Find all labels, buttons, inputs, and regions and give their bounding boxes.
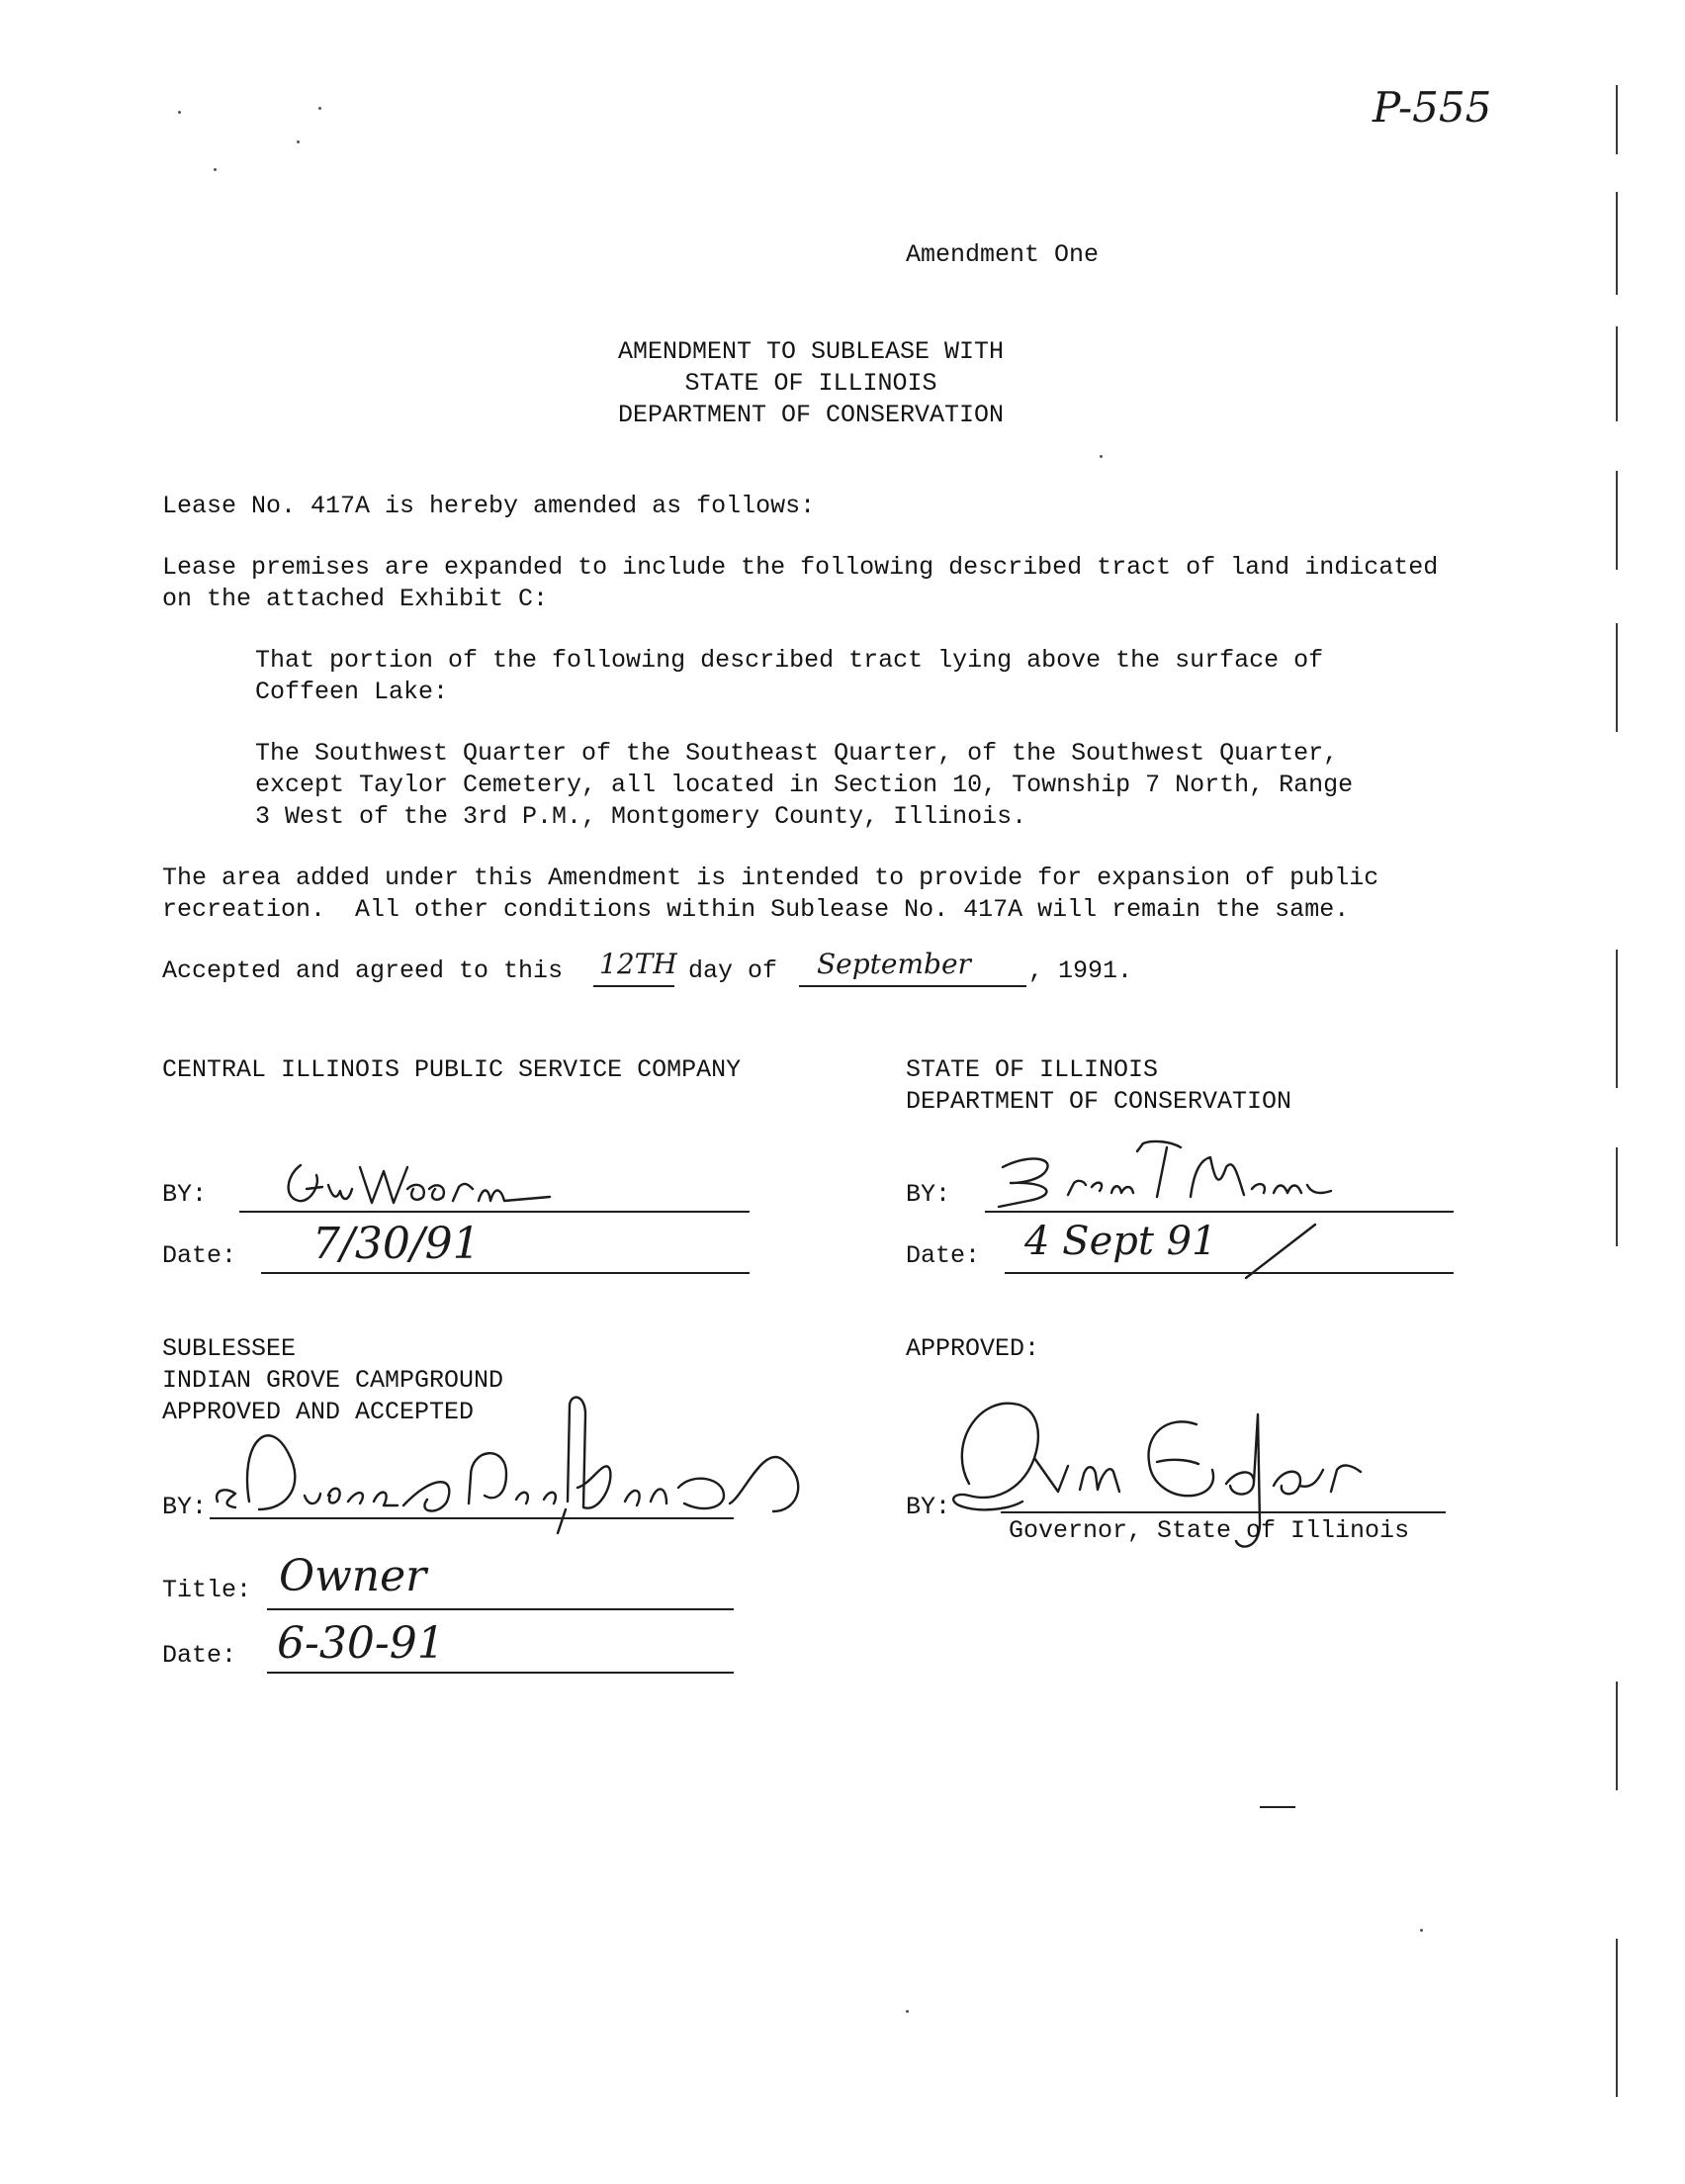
accepted-prefix: Accepted and agreed to this — [162, 956, 564, 985]
scan-edge-line — [1616, 471, 1618, 570]
right-date-slash-mark — [1236, 1219, 1325, 1280]
scan-edge-line — [1616, 192, 1618, 295]
accepted-month-underline — [799, 985, 1026, 987]
accepted-day-value: 12TH — [599, 948, 677, 980]
sublessee-line-3: APPROVED AND ACCEPTED — [162, 1398, 475, 1426]
right-by-signature-image — [989, 1138, 1345, 1217]
accepted-day-underline — [593, 985, 674, 987]
scan-edge-line — [1616, 1147, 1618, 1246]
sublessee-by-underline — [210, 1517, 734, 1519]
right-date-underline — [1005, 1272, 1454, 1274]
scan-edge-line — [1616, 85, 1618, 154]
scan-speck — [214, 168, 217, 171]
sublessee-date-underline — [267, 1672, 734, 1674]
paragraph-2-line-1: The area added under this Amendment is intended to provide for expansion of public — [162, 864, 1379, 892]
left-party-name: CENTRAL ILLINOIS PUBLIC SERVICE COMPANY — [162, 1055, 742, 1084]
indent-2-line-1: The Southwest Quarter of the Southeast Quarter, of the Southwest Quarter, — [255, 739, 1339, 768]
scan-edge-line — [1616, 1939, 1618, 2097]
page-number-note: P-555 — [1373, 83, 1492, 132]
left-by-signature-image — [277, 1145, 564, 1217]
scan-edge-line — [1616, 950, 1618, 1088]
left-date-value: 7/30/91 — [312, 1219, 481, 1269]
sublessee-date-label: Date: — [162, 1641, 237, 1670]
scan-speck — [318, 107, 321, 110]
right-by-underline — [985, 1211, 1454, 1213]
sublessee-title-underline — [267, 1608, 734, 1610]
scan-speck — [906, 2010, 909, 2013]
heading-line-2: STATE OF ILLINOIS — [684, 369, 937, 398]
sublessee-by-signature-image — [210, 1385, 823, 1533]
left-date-label: Date: — [162, 1241, 237, 1270]
scan-mark — [1260, 1806, 1295, 1808]
sublessee-line-2: INDIAN GROVE CAMPGROUND — [162, 1366, 504, 1395]
sublessee-title-label: Title: — [162, 1576, 252, 1604]
indent-2-line-2: except Taylor Cemetery, all located in Section 10, Township 7 North, Range — [255, 771, 1354, 799]
right-date-value: 4 Sept 91 — [1024, 1219, 1217, 1264]
intro-line: Lease No. 417A is hereby amended as follows: — [162, 492, 816, 520]
right-party-name-line-2: DEPARTMENT OF CONSERVATION — [906, 1087, 1292, 1116]
paragraph-1-line-1: Lease premises are expanded to include the following described tract of land indicated — [162, 553, 1439, 582]
right-by-label: BY: — [906, 1180, 951, 1209]
accepted-suffix: , 1991. — [1028, 956, 1133, 985]
scan-speck — [178, 111, 181, 114]
accepted-middle: day of — [688, 956, 778, 985]
approved-by-label: BY: — [906, 1493, 951, 1521]
amendment-label: Amendment One — [906, 240, 1100, 269]
approved-caption: Governor, State of Illinois — [1009, 1516, 1410, 1545]
sublessee-line-1: SUBLESSEE — [162, 1334, 297, 1363]
indent-2-line-3: 3 West of the 3rd P.M., Montgomery County, Illinois. — [255, 802, 1027, 831]
scan-speck — [1100, 455, 1103, 458]
scan-speck — [297, 140, 300, 143]
right-date-label: Date: — [906, 1241, 981, 1270]
sublessee-by-label: BY: — [162, 1493, 208, 1521]
indent-1-line-2: Coffeen Lake: — [255, 678, 449, 706]
left-by-underline — [239, 1211, 750, 1213]
left-by-label: BY: — [162, 1180, 208, 1209]
heading-line-1: AMENDMENT TO SUBLEASE WITH — [617, 337, 1005, 366]
scan-edge-line — [1616, 326, 1618, 421]
paragraph-1-line-2: on the attached Exhibit C: — [162, 585, 549, 613]
scan-edge-line — [1616, 623, 1618, 732]
scan-edge-line — [1616, 1682, 1618, 1790]
right-party-name-line-1: STATE OF ILLINOIS — [906, 1055, 1159, 1084]
scan-speck — [1420, 1929, 1423, 1932]
approved-label: APPROVED: — [906, 1334, 1040, 1363]
heading-line-3: DEPARTMENT OF CONSERVATION — [617, 401, 1005, 429]
left-date-underline — [261, 1272, 750, 1274]
accepted-month-value: September — [817, 948, 971, 980]
sublessee-date-value: 6-30-91 — [277, 1618, 445, 1669]
sublessee-title-value: Owner — [279, 1551, 427, 1601]
paragraph-2-line-2: recreation. All other conditions within Sublease No. 417A will remain the same. — [162, 895, 1350, 924]
approved-underline — [1001, 1511, 1446, 1513]
indent-1-line-1: That portion of the following described tract lying above the surface of — [255, 646, 1324, 675]
